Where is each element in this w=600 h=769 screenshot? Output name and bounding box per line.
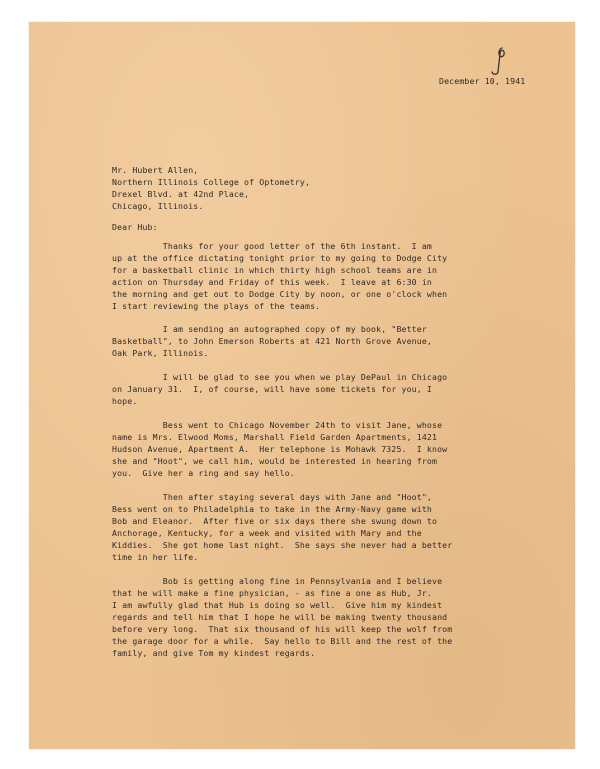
- body-line: on January 31. I, of course, will have some tickets for you, I: [112, 384, 432, 394]
- address-line: Drexel Blvd. at 42nd Place,: [112, 189, 250, 199]
- body-line: up at the office dictating tonight prior to my going to Dodge City: [112, 253, 448, 263]
- letter-date: December 10, 1941: [439, 76, 526, 86]
- body-line: time in her life.: [112, 552, 199, 562]
- body-line: Basketball", to John Emerson Roberts at 421 North Grove Avenue,: [112, 336, 432, 346]
- salutation: Dear Hub:: [112, 222, 158, 232]
- body-line: Hudson Avenue, Apartment A. Her telephone is Mohawk 7325. I know: [112, 444, 448, 454]
- body-line: name is Mrs. Elwood Moms, Marshall Field Garden Apartments, 1421: [112, 432, 438, 442]
- body-line: for a basketball clinic in which thirty high school teams are in: [112, 265, 438, 275]
- body-line: Bob and Eleanor. After five or six days there she swung down to: [112, 516, 438, 526]
- body-line: I start reviewing the plays of the teams.: [112, 301, 321, 311]
- body-line: Bess went on to Philadelphia to take in the Army-Navy game with: [112, 504, 432, 514]
- body-line: that he will make a fine physician, - as fine a one as Hub, Jr.: [112, 588, 432, 598]
- body-line: Bess went to Chicago November 24th to visit Jane, whose: [112, 420, 443, 430]
- body-line: Anchorage, Kentucky, for a week and visited with Mary and the: [112, 528, 422, 538]
- body-line: Then after staying several days with Jane and "Hoot",: [112, 492, 432, 502]
- body-line: Thanks for your good letter of the 6th instant. I am: [112, 241, 432, 251]
- body-line: the garage door for a while. Say hello to Bill and the rest of the: [112, 636, 453, 646]
- address-line: Mr. Hubert Allen,: [112, 165, 199, 175]
- body-line: hope.: [112, 396, 138, 406]
- body-line: she and "Hoot", we call him, would be interested in hearing from: [112, 456, 438, 466]
- body-line: Oak Park, Illinois.: [112, 348, 209, 358]
- letter-sheet: [29, 22, 575, 749]
- body-line: family, and give Tom my kindest regards.: [112, 648, 316, 658]
- body-line: Kiddies. She got home last night. She says she never had a better: [112, 540, 453, 550]
- body-line: regards and tell him that I hope he will be making twenty thousand: [112, 612, 448, 622]
- address-line: Chicago, Illinois.: [112, 201, 204, 211]
- body-line: Bob is getting along fine in Pennsylvania and I believe: [112, 576, 443, 586]
- body-line: action on Thursday and Friday of this week. I leave at 6:30 in: [112, 277, 432, 287]
- address-line: Northern Illinois College of Optometry,: [112, 177, 311, 187]
- body-line: I will be glad to see you when we play DePaul in Chicago: [112, 372, 448, 382]
- body-line: the morning and get out to Dodge City by noon, or one o'clock when: [112, 289, 448, 299]
- body-line: before very long. That six thousand of his will keep the wolf from: [112, 624, 453, 634]
- handwritten-mark-icon: [489, 46, 511, 76]
- body-line: you. Give her a ring and say hello.: [112, 468, 295, 478]
- body-line: I am awfully glad that Hub is doing so well. Give him my kindest: [112, 600, 443, 610]
- body-line: I am sending an autographed copy of my book, "Better: [112, 324, 427, 334]
